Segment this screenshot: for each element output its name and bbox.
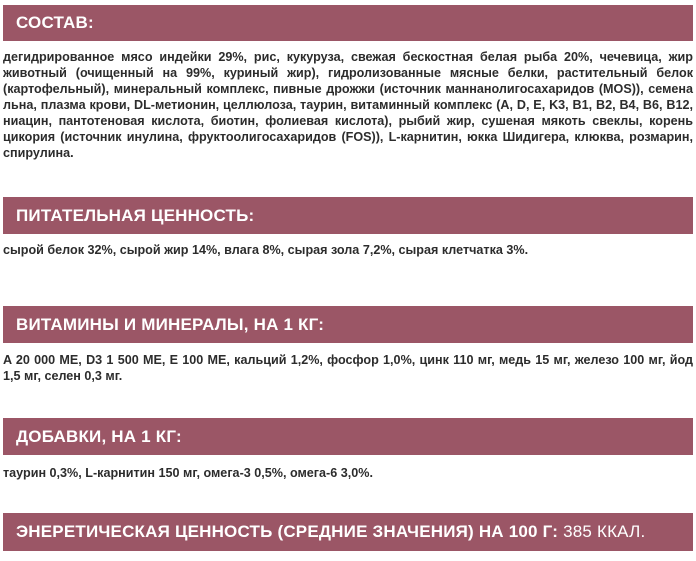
composition-header bbox=[3, 5, 693, 41]
nutrition-title: ПИТАТЕЛЬНАЯ ЦЕННОСТЬ: bbox=[16, 205, 255, 225]
energy-header bbox=[3, 513, 693, 551]
vitamins-header bbox=[3, 306, 693, 343]
energy-title: ЭНЕРЕТИЧЕСКАЯ ЦЕННОСТЬ (СРЕДНИЕ ЗНАЧЕНИЯ) НА 100 Г: bbox=[16, 522, 559, 541]
vitamins-title: ВИТАМИНЫ И МИНЕРАЛЫ, НА 1 КГ: bbox=[16, 314, 325, 334]
nutrition-header bbox=[3, 197, 693, 234]
composition-title: СОСТАВ: bbox=[16, 13, 94, 32]
energy-value: 385 ККАЛ. bbox=[563, 522, 646, 541]
vitamins-text: A 20 000 ME, D3 1 500 ME, E 100 ME, кальций 1,2%, фосфор 1,0%, цинк 110 мг, медь 15 мг, железо 100 мг, йод 1,5 мг, селен 0,3 мг. bbox=[3, 353, 693, 383]
additives-header bbox=[3, 418, 693, 455]
composition-text: дегидрированное мясо индейки 29%, рис, кукуруза, свежая бескостная белая рыба 20%, чечевица, жир животный (очищенный на 99%, куриный жир), гидролизованные мясные белки, растительный белок (картофельный), минеральный комплекс, пивные дрожжи (источник маннанолигосахаридов (MOS)), семена льна, плазма крови, DL-метионин, целлюлоза, таурин, витаминный комплекс (A, D, E, K3, B1, B2, B4, B6, B12, ниацин, пантотеновая кислота, биотин, фолиевая кислота), рыбий жир, сушеная мякоть свеклы, корень цикория (источник инулина, фруктоолигосахаридов (FOS)), L-карнитин, юкка Шидигера, клюква, розмарин, спирулина. bbox=[3, 50, 693, 160]
nutrition-text: сырой белок 32%, сырой жир 14%, влага 8%, сырая зола 7,2%, сырая клетчатка 3%. bbox=[3, 243, 529, 257]
additives-text: таурин 0,3%, L-карнитин 150 мг, омега-3 0,5%, омега-6 3,0%. bbox=[3, 466, 373, 480]
additives-title: ДОБАВКИ, НА 1 КГ: bbox=[16, 426, 182, 446]
